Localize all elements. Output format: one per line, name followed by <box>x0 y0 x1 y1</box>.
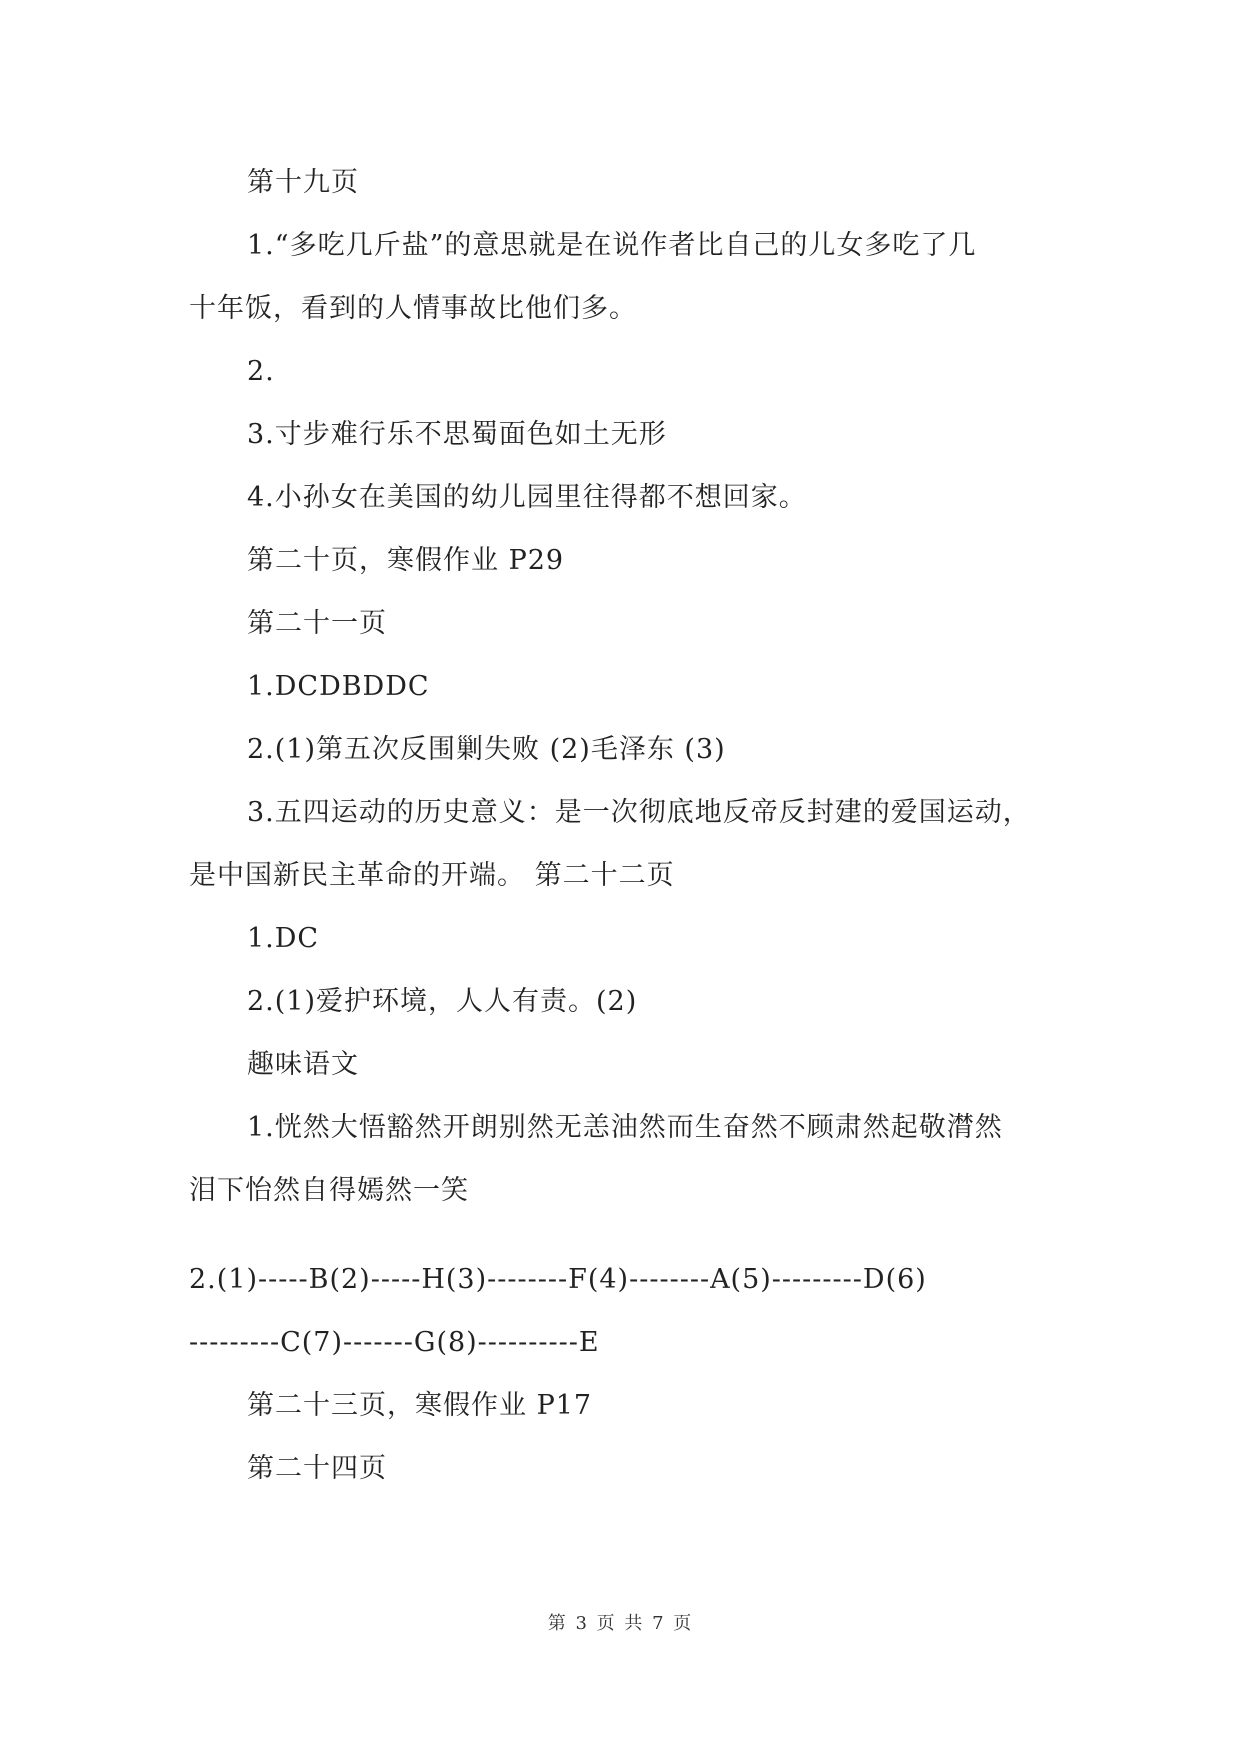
heading-page-20: 第二十页，寒假作业 P29 <box>247 545 565 576</box>
answer-line: 4.小孙女在美国的幼儿园里往得都不想回家。 <box>247 482 807 513</box>
answer-line: 2.(1)爱护环境，人人有责。(2) <box>247 986 638 1017</box>
heading-page-24: 第二十四页 <box>247 1453 387 1484</box>
answer-line: 2. <box>247 356 275 387</box>
answer-line: 1.“多吃几斤盐”的意思就是在说作者比自己的儿女多吃了几 <box>247 230 977 261</box>
answer-line: 2.(1)第五次反围剿失败 (2)毛泽东 (3) <box>247 734 726 765</box>
answer-line: 1.DC <box>247 923 320 954</box>
answer-line: ---------C(7)-------G(8)----------E <box>189 1327 600 1358</box>
answer-line: 2.(1)-----B(2)-----H(3)--------F(4)--------A(5)---------D(6) <box>189 1264 927 1295</box>
answer-line: 1.DCDBDDC <box>247 671 430 702</box>
answer-line: 是中国新民主革命的开端。 第二十二页 <box>189 860 675 891</box>
answer-line: 1.恍然大悟豁然开朗别然无恙油然而生奋然不顾肃然起敬潸然 <box>247 1112 1003 1143</box>
page-footer: 第 3 页 共 7 页 <box>547 1613 694 1634</box>
heading-fun-chinese: 趣味语文 <box>247 1049 359 1080</box>
answer-line: 泪下怡然自得嫣然一笑 <box>189 1175 469 1206</box>
heading-page-19: 第十九页 <box>247 167 359 198</box>
heading-page-21: 第二十一页 <box>247 608 387 639</box>
heading-page-23: 第二十三页，寒假作业 P17 <box>247 1390 593 1421</box>
answer-line: 3.寸步难行乐不思蜀面色如土无形 <box>247 419 667 450</box>
answer-line: 十年饭，看到的人情事故比他们多。 <box>189 293 637 324</box>
answer-line: 3.五四运动的历史意义：是一次彻底地反帝反封建的爱国运动， <box>247 797 1031 828</box>
